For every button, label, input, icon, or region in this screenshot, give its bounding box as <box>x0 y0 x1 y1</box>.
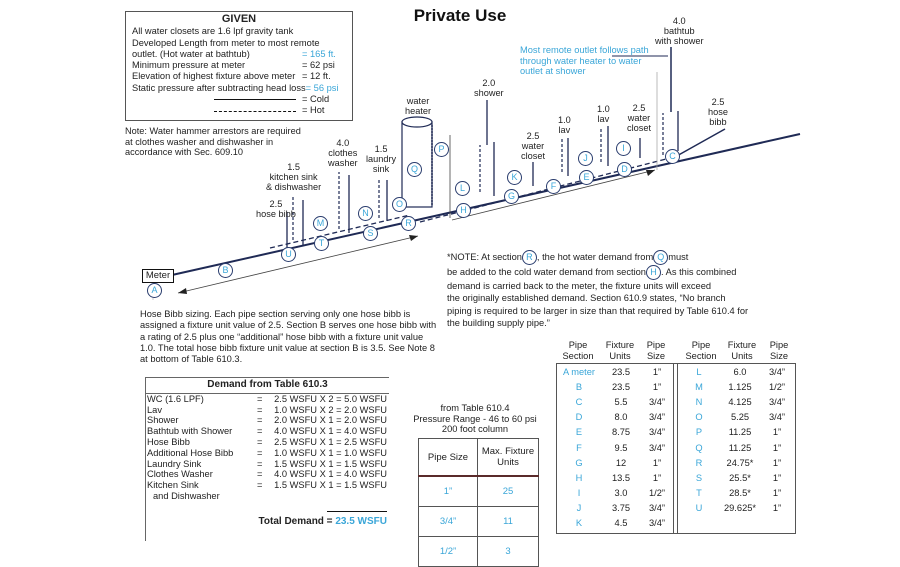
fixture-bathtub: 4.0 bathtub with shower <box>655 16 704 46</box>
table-row <box>557 486 673 501</box>
given-line: All water closets are 1.6 lpf gravity tank <box>132 26 294 37</box>
cell-units: 12 <box>615 457 627 468</box>
cell-section: P <box>695 427 703 438</box>
table-row <box>678 365 794 380</box>
section-marker-u: U <box>281 247 296 262</box>
fixture-lav-2: 1.0 lav <box>597 104 610 124</box>
cell-units: 23.5 <box>611 366 631 377</box>
cell-section: C <box>575 396 583 407</box>
section-marker-f: F <box>546 179 561 194</box>
cell-section: G <box>575 457 583 468</box>
water-heater-top <box>402 117 432 127</box>
cell-size: 3/4” <box>648 442 666 453</box>
fixture-hose-bibb-left: 2.5 hose bibb <box>256 199 296 219</box>
table-row <box>557 516 673 531</box>
section-marker-h: H <box>456 203 471 218</box>
cell-units: 3.75 <box>611 503 631 514</box>
cell-section: B <box>575 381 583 392</box>
arrow-head <box>409 235 418 241</box>
cell-section: L <box>696 366 702 377</box>
cell-units: 24.75* <box>726 457 754 468</box>
cell-units: 9.5 <box>614 442 628 453</box>
meter-box: Meter <box>142 269 174 283</box>
cell-size: 3/4” <box>648 503 666 514</box>
table-row <box>678 425 794 440</box>
cell-size: 1” <box>772 427 782 438</box>
demand-row: WC (1.6 LPF) = 2.5 WSFU X 2 = 5.0 WSFU <box>147 393 387 404</box>
table-row <box>678 471 794 486</box>
cell-units: 13.5 <box>611 472 631 483</box>
table-row: 3/4” 11 <box>419 507 539 537</box>
table-row <box>557 456 673 471</box>
cell-section: S <box>695 472 703 483</box>
demand-heading: Demand from Table 610.3 <box>146 378 389 394</box>
cell-size: 3/4” <box>768 412 786 423</box>
pipe-sizing-left-column <box>557 364 673 533</box>
cell-size: 1” <box>772 472 782 483</box>
fixture-lav-1: 1.0 lav <box>558 115 571 135</box>
length-arrow-left <box>178 236 418 293</box>
section-marker-q: Q <box>407 162 422 177</box>
given-row: outlet. (Hot water at bathtub) = 165 ft. <box>132 49 346 60</box>
table-row <box>557 471 673 486</box>
pipe-sizing-right-column <box>678 364 794 533</box>
fixture-hose-bibb-right: 2.5 hose bibb <box>708 97 728 127</box>
cell-section: M <box>695 381 703 392</box>
cell-size: 1” <box>652 381 662 392</box>
pipe-sizing-table <box>556 340 796 534</box>
cell-section: N <box>695 396 703 407</box>
section-marker-p: P <box>434 142 449 157</box>
section-marker-b: B <box>218 263 233 278</box>
table-row <box>678 410 794 425</box>
table-row <box>557 395 673 410</box>
section-marker-g: G <box>504 189 519 204</box>
section-marker-m: M <box>313 216 328 231</box>
fixture-clothes-washer: 4.0 clothes washer <box>328 138 358 168</box>
table-row <box>678 441 794 456</box>
pipe-sizing-header: Pipe Section Fixture Units Pipe Size Pipe Section Fixture Units Pipe Size <box>562 340 789 362</box>
cell-section: Q <box>695 442 703 453</box>
total-demand-value: 23.5 WSFU <box>335 515 387 527</box>
demand-table <box>145 377 389 541</box>
cell-units: 8.75 <box>611 427 631 438</box>
table-row <box>678 395 794 410</box>
cell-units: 4.125 <box>728 396 752 407</box>
cell-units: 4.5 <box>614 518 628 529</box>
cell-section: F <box>576 442 582 453</box>
fixture-water-closet-2: 2.5 water closet <box>627 103 652 133</box>
given-value: = 56 psi <box>305 82 339 93</box>
table-row <box>678 380 794 395</box>
cell-section: E <box>575 427 583 438</box>
section-marker-a: A <box>147 283 162 298</box>
total-demand: Total Demand = 23.5 WSFU <box>258 515 387 527</box>
cell-size: 3/4” <box>648 518 666 529</box>
table-610-4-caption: from Table 610.4 Pressure Range - 46 to 60 psi 200 foot column <box>413 403 537 434</box>
cell-units: 8.0 <box>614 412 628 423</box>
table-row <box>678 456 794 471</box>
section-marker-e: E <box>579 170 594 185</box>
cell-units: 1.125 <box>728 381 752 392</box>
given-heading: GIVEN <box>221 13 257 25</box>
section-marker-o: O <box>392 197 407 212</box>
section-marker-s: S <box>363 226 378 241</box>
given-row: Elevation of highest fixture above meter = 12 ft. <box>132 71 346 82</box>
demand-row: Kitchen Sink = 1.5 WSFU X 1 = 1.5 WSFU <box>147 480 387 491</box>
cell-size: 1” <box>652 457 662 468</box>
cell-size: 3/4” <box>768 366 786 377</box>
cell-units: 6.0 <box>733 366 747 377</box>
cell-size: 1/2” <box>768 381 786 392</box>
legend-hot: = Hot <box>132 105 346 116</box>
demand-row: Additional Hose Bibb = 1.0 WSFU X 1 = 1.0 WSFU <box>147 447 387 458</box>
cell-size: 1/2” <box>648 488 666 499</box>
demand-row-cont: and Dishwasher <box>153 490 220 501</box>
cell-units: 28.5* <box>729 488 751 499</box>
fixture-laundry-sink: 1.5 laundry sink <box>366 144 397 174</box>
section-marker-r: R <box>401 216 416 231</box>
cell-size: 3/4” <box>648 427 666 438</box>
cell-section: H <box>575 472 583 483</box>
demand-row: Clothes Washer = 4.0 WSFU X 1 = 4.0 WSFU <box>147 469 387 480</box>
cell-units: 3.0 <box>614 488 628 499</box>
cell-size: 1” <box>772 457 782 468</box>
fixture-water-closet-1: 2.5 water closet <box>521 131 546 161</box>
cell-size: 3/4” <box>768 396 786 407</box>
section-marker-d: D <box>617 162 632 177</box>
cell-size: 3/4” <box>648 412 666 423</box>
pipe-sizing-body <box>556 363 796 534</box>
cell-size: 1” <box>772 488 782 499</box>
table-row <box>678 486 794 501</box>
table-row <box>678 501 794 516</box>
cell-units: 11.25 <box>728 427 752 438</box>
section-marker-l: L <box>455 181 470 196</box>
section-marker-c: C <box>665 149 680 164</box>
total-rule <box>327 511 387 512</box>
given-value: = 62 psi <box>302 60 335 71</box>
section-marker-j: J <box>578 151 593 166</box>
cell-section: K <box>575 518 583 529</box>
table-row: 1/2” 3 <box>419 537 539 567</box>
cell-size: 1” <box>652 366 662 377</box>
column-header: Pipe Size <box>419 439 478 477</box>
remote-outlet-note: Most remote outlet follows path through water heater to water outlet at shower <box>520 45 649 76</box>
cell-section: A meter <box>562 366 596 377</box>
cell-size: 1” <box>772 442 782 453</box>
cell-units: 25.5* <box>729 472 751 483</box>
table-row <box>557 410 673 425</box>
inline-marker-q: Q <box>653 250 668 265</box>
cell-units: 29.625* <box>723 503 757 514</box>
table-row <box>557 380 673 395</box>
arrow-head <box>178 288 187 294</box>
demand-row: Laundry Sink = 1.5 WSFU X 1 = 1.5 WSFU <box>147 458 387 469</box>
cell-section: U <box>695 503 703 514</box>
combined-demand-note: *NOTE: At section R , the hot water demand from Q must be added to the cold water demand from section H . As this combined demand is carried back to the meter, the fixture units will exceed the originally established demand. Section 610.9 states, “No branch piping is required to be larger in size than that required by Table 610.4 for the building supply pipe.” <box>447 251 749 329</box>
length-arrow-right <box>452 170 655 220</box>
cell-size: 1” <box>772 503 782 514</box>
cell-section: I <box>577 488 581 499</box>
cell-section: T <box>696 488 702 499</box>
cell-section: O <box>695 412 703 423</box>
hose-bibb-sizing-note: Hose Bibb sizing. Each pipe section serving only one hose bibb is assigned a fixture unit value of 2.5. Section B serves one hose bibb with a rating of 2.5 plus one “additional” hose bibb with a fixture unit value 1.0. The total hose bibb fixture unit value at section B is 3.5. See Note 8 at bottom of Table 610.3. <box>140 309 437 365</box>
column-header: Max. Fixture Units <box>478 439 539 477</box>
demand-row: Bathtub with Shower = 4.0 WSFU X 1 = 4.0 WSFU <box>147 426 387 437</box>
cell-size: 1” <box>652 472 662 483</box>
cell-section: R <box>695 457 703 468</box>
inline-marker-h: H <box>646 265 661 280</box>
section-marker-n: N <box>358 206 373 221</box>
demand-row: Shower = 2.0 WSFU X 1 = 2.0 WSFU <box>147 415 387 426</box>
water-hammer-note: Note: Water hammer arrestors are required at clothes washer and dishwasher in accordance with Sec. 609.10 <box>125 126 301 157</box>
cell-section: D <box>575 412 583 423</box>
cell-size: 3/4” <box>648 396 666 407</box>
table-610-4 <box>418 438 539 567</box>
cell-units: 5.5 <box>614 396 628 407</box>
arrow-head <box>646 170 655 176</box>
legend-cold: = Cold <box>132 94 346 105</box>
fixture-water-heater: water heater <box>405 96 432 116</box>
given-value: = 12 ft. <box>302 71 331 82</box>
inline-marker-r: R <box>522 250 537 265</box>
demand-row: Lav = 1.0 WSFU X 2 = 2.0 WSFU <box>147 404 387 415</box>
cell-units: 11.25 <box>728 442 752 453</box>
section-marker-k: K <box>507 170 522 185</box>
page-title: Private Use <box>413 6 507 25</box>
fixture-kitchen-sink: 1.5 kitchen sink & dishwasher <box>266 162 322 192</box>
section-marker-i: I <box>616 141 631 156</box>
cell-units: 5.25 <box>730 412 750 423</box>
given-value: = 165 ft. <box>302 48 336 59</box>
given-row: Minimum pressure at meter = 62 psi <box>132 60 346 71</box>
section-marker-t: T <box>314 236 329 251</box>
table-row <box>557 365 673 380</box>
table-row: 1” 25 <box>419 476 539 507</box>
table-row <box>557 441 673 456</box>
cell-section: J <box>576 503 582 514</box>
given-row: Static pressure after subtracting head loss = 56 psi <box>132 83 346 94</box>
table-row <box>557 425 673 440</box>
table-row <box>557 501 673 516</box>
cell-units: 23.5 <box>611 381 631 392</box>
fixture-shower: 2.0 shower <box>474 78 504 98</box>
demand-row: Hose Bibb = 2.5 WSFU X 1 = 2.5 WSFU <box>147 436 387 447</box>
given-line: Developed Length from meter to most remote <box>132 37 320 48</box>
